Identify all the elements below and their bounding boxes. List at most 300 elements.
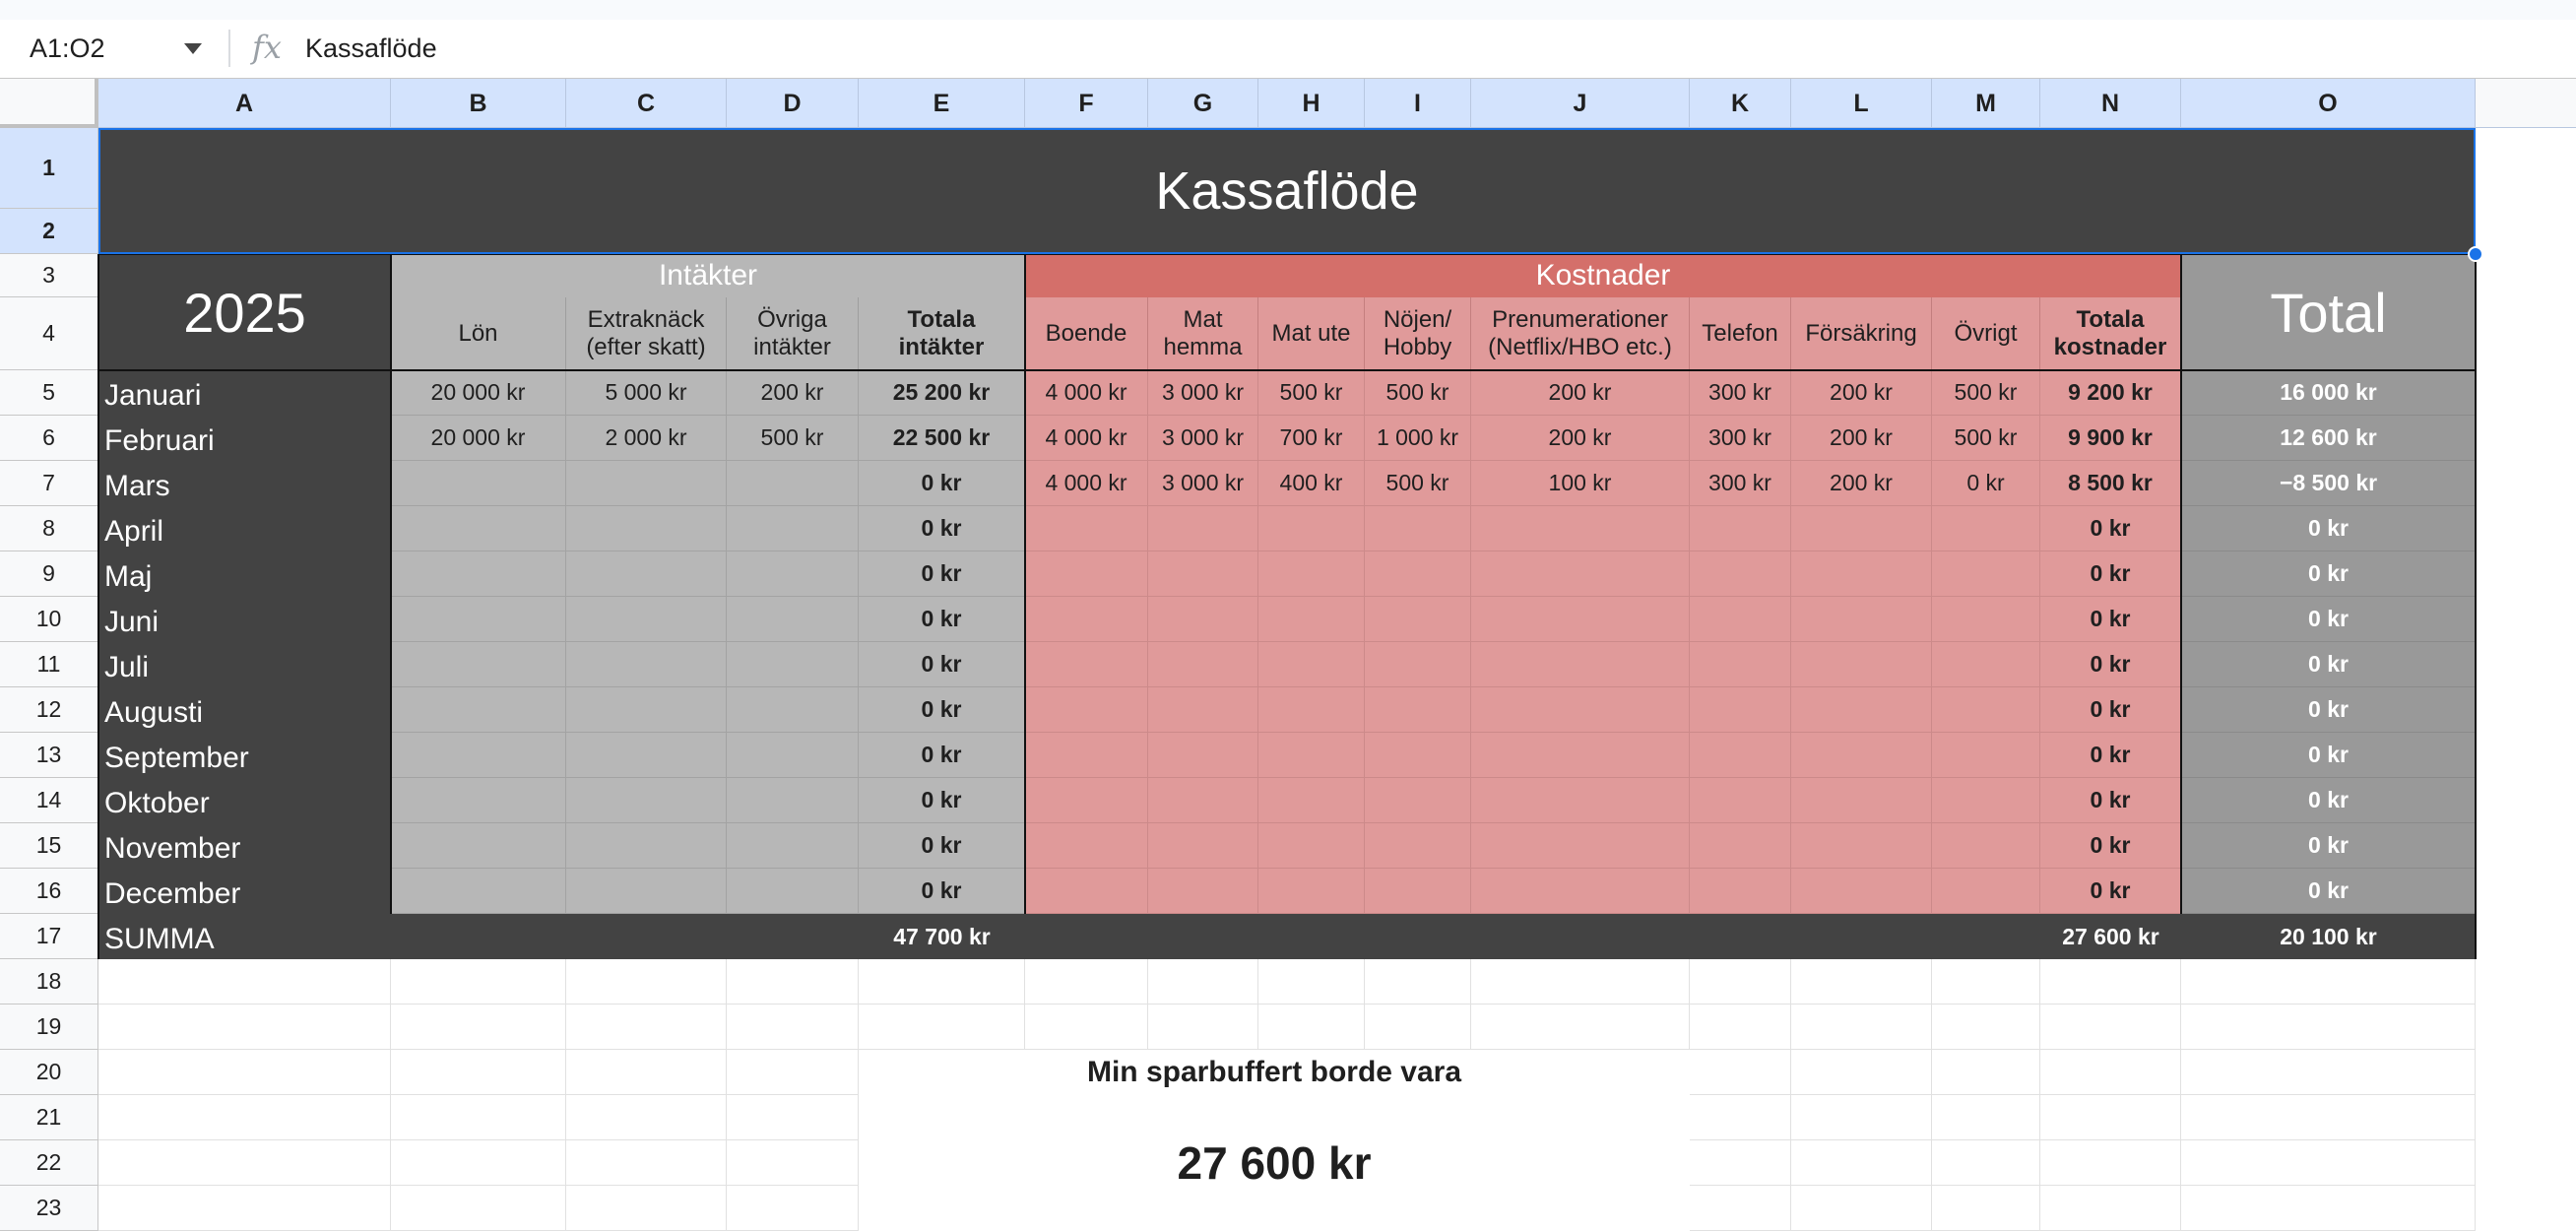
- empty-cell[interactable]: [1258, 1004, 1365, 1050]
- cost-cell[interactable]: [1932, 551, 2040, 597]
- cost-cell[interactable]: [1148, 687, 1258, 733]
- cost-column-header[interactable]: Mat ute: [1258, 297, 1365, 370]
- total-cell[interactable]: 0 kr: [2181, 687, 2476, 733]
- empty-cell[interactable]: [1471, 959, 1690, 1004]
- column-header-f[interactable]: F: [1025, 79, 1148, 128]
- cost-cell[interactable]: 4 000 kr: [1025, 370, 1148, 416]
- empty-cell[interactable]: [98, 959, 391, 1004]
- cost-cell[interactable]: [1471, 778, 1690, 823]
- row-header-18[interactable]: 18: [0, 959, 98, 1004]
- income-cell[interactable]: [391, 642, 566, 687]
- empty-cell[interactable]: [1932, 1140, 2040, 1186]
- cost-cell[interactable]: 700 kr: [1258, 416, 1365, 461]
- empty-cell[interactable]: [566, 1095, 727, 1140]
- empty-cell[interactable]: [566, 1004, 727, 1050]
- cost-cell[interactable]: 200 kr: [1791, 370, 1932, 416]
- cost-cell[interactable]: 0 kr: [2040, 551, 2181, 597]
- income-cell[interactable]: 0 kr: [859, 551, 1025, 597]
- income-cell[interactable]: [727, 597, 859, 642]
- cost-column-header[interactable]: Nöjen/ Hobby: [1365, 297, 1471, 370]
- cost-cell[interactable]: 300 kr: [1690, 461, 1791, 506]
- cost-cell[interactable]: 500 kr: [1258, 370, 1365, 416]
- cost-cell[interactable]: 500 kr: [1932, 416, 2040, 461]
- cost-cell[interactable]: [1025, 551, 1148, 597]
- income-cell[interactable]: 0 kr: [859, 869, 1025, 914]
- column-header-h[interactable]: H: [1258, 79, 1365, 128]
- row-header-5[interactable]: 5: [0, 370, 98, 416]
- column-header-e[interactable]: E: [859, 79, 1025, 128]
- cost-cell[interactable]: [1471, 733, 1690, 778]
- cost-column-header[interactable]: Övrigt: [1932, 297, 2040, 370]
- total-cell[interactable]: 0 kr: [2181, 778, 2476, 823]
- empty-cell[interactable]: [1148, 1004, 1258, 1050]
- total-cell[interactable]: 0 kr: [2181, 597, 2476, 642]
- income-cell[interactable]: [391, 733, 566, 778]
- row-header-20[interactable]: 20: [0, 1050, 98, 1095]
- column-header-b[interactable]: B: [391, 79, 566, 128]
- empty-cell[interactable]: [1690, 1095, 1791, 1140]
- cost-cell[interactable]: [1471, 823, 1690, 869]
- sum-filler[interactable]: [1025, 914, 2040, 959]
- income-column-header[interactable]: Extraknäck (efter skatt): [566, 297, 727, 370]
- cost-cell[interactable]: 3 000 kr: [1148, 370, 1258, 416]
- income-cell[interactable]: [391, 687, 566, 733]
- cost-cell[interactable]: 200 kr: [1471, 370, 1690, 416]
- cost-cell[interactable]: 200 kr: [1471, 416, 1690, 461]
- name-box-dropdown-icon[interactable]: [184, 43, 202, 54]
- income-cell[interactable]: [727, 823, 859, 869]
- month-label[interactable]: December: [98, 869, 391, 914]
- cost-cell[interactable]: [1690, 869, 1791, 914]
- empty-cell[interactable]: [2181, 1050, 2476, 1095]
- sum-label[interactable]: SUMMA: [98, 914, 391, 959]
- row-header-13[interactable]: 13: [0, 733, 98, 778]
- cost-cell[interactable]: 0 kr: [2040, 642, 2181, 687]
- cost-cell[interactable]: [1471, 506, 1690, 551]
- cost-cell[interactable]: [1365, 733, 1471, 778]
- empty-cell[interactable]: [2181, 959, 2476, 1004]
- cost-cell[interactable]: 300 kr: [1690, 416, 1791, 461]
- total-cell[interactable]: 0 kr: [2181, 551, 2476, 597]
- cost-cell[interactable]: 200 kr: [1791, 461, 1932, 506]
- income-cell[interactable]: [566, 778, 727, 823]
- cost-cell[interactable]: [1471, 869, 1690, 914]
- income-cell[interactable]: [566, 823, 727, 869]
- cost-column-header[interactable]: Mat hemma: [1148, 297, 1258, 370]
- row-header-16[interactable]: 16: [0, 869, 98, 914]
- month-label[interactable]: Mars: [98, 461, 391, 506]
- row-header-19[interactable]: 19: [0, 1004, 98, 1050]
- cost-cell[interactable]: [1025, 642, 1148, 687]
- row-header-14[interactable]: 14: [0, 778, 98, 823]
- empty-cell[interactable]: [391, 1140, 566, 1186]
- column-header-i[interactable]: I: [1365, 79, 1471, 128]
- income-cell[interactable]: 5 000 kr: [566, 370, 727, 416]
- cost-cell[interactable]: 0 kr: [2040, 687, 2181, 733]
- cost-cell[interactable]: [1148, 733, 1258, 778]
- income-cell[interactable]: 0 kr: [859, 733, 1025, 778]
- empty-cell[interactable]: [1791, 1186, 1932, 1231]
- column-header-o[interactable]: O: [2181, 79, 2476, 128]
- month-label[interactable]: September: [98, 733, 391, 778]
- empty-cell[interactable]: [98, 1140, 391, 1186]
- empty-cell[interactable]: [1932, 1186, 2040, 1231]
- cost-cell[interactable]: 4 000 kr: [1025, 461, 1148, 506]
- empty-cell[interactable]: [1690, 1050, 1791, 1095]
- total-cell[interactable]: −8 500 kr: [2181, 461, 2476, 506]
- income-cell[interactable]: [566, 687, 727, 733]
- cost-cell[interactable]: 500 kr: [1365, 370, 1471, 416]
- column-header-m[interactable]: M: [1932, 79, 2040, 128]
- income-cell[interactable]: [727, 733, 859, 778]
- row-header-11[interactable]: 11: [0, 642, 98, 687]
- cost-cell[interactable]: [1791, 551, 1932, 597]
- empty-cell[interactable]: [2040, 1140, 2181, 1186]
- column-header-a[interactable]: A: [98, 79, 391, 128]
- cost-cell[interactable]: 1 000 kr: [1365, 416, 1471, 461]
- income-cell[interactable]: 0 kr: [859, 642, 1025, 687]
- row-header-6[interactable]: 6: [0, 416, 98, 461]
- cost-cell[interactable]: [1258, 551, 1365, 597]
- empty-cell[interactable]: [1791, 1004, 1932, 1050]
- empty-cell[interactable]: [2181, 1095, 2476, 1140]
- income-cell[interactable]: 0 kr: [859, 461, 1025, 506]
- empty-cell[interactable]: [2181, 1004, 2476, 1050]
- income-cell[interactable]: 0 kr: [859, 597, 1025, 642]
- row-header-1[interactable]: 1: [0, 128, 98, 209]
- cost-cell[interactable]: 0 kr: [2040, 778, 2181, 823]
- cost-cell[interactable]: [1258, 869, 1365, 914]
- row-header-4[interactable]: 4: [0, 297, 98, 370]
- name-box[interactable]: A1:O2: [30, 33, 105, 63]
- cost-cell[interactable]: 0 kr: [2040, 869, 2181, 914]
- empty-cell[interactable]: [1932, 1004, 2040, 1050]
- income-cell[interactable]: [727, 461, 859, 506]
- empty-cell[interactable]: [727, 1004, 859, 1050]
- cost-cell[interactable]: [1932, 687, 2040, 733]
- cost-cell[interactable]: 500 kr: [1932, 370, 2040, 416]
- cost-cell[interactable]: 0 kr: [2040, 506, 2181, 551]
- cost-cell[interactable]: [1365, 551, 1471, 597]
- empty-cell[interactable]: [1365, 1004, 1471, 1050]
- income-cell[interactable]: [566, 551, 727, 597]
- cost-cell[interactable]: 300 kr: [1690, 370, 1791, 416]
- cost-cell[interactable]: [1690, 823, 1791, 869]
- cost-cell[interactable]: 4 000 kr: [1025, 416, 1148, 461]
- sum-total-income[interactable]: 47 700 kr: [859, 914, 1025, 959]
- empty-cell[interactable]: [566, 1050, 727, 1095]
- income-cell[interactable]: [391, 597, 566, 642]
- cost-cell[interactable]: [1690, 551, 1791, 597]
- cost-cell[interactable]: [1471, 551, 1690, 597]
- cost-cell[interactable]: [1148, 823, 1258, 869]
- sum-total-costs[interactable]: 27 600 kr: [2040, 914, 2181, 959]
- cost-cell[interactable]: 8 500 kr: [2040, 461, 2181, 506]
- cost-cell[interactable]: [1025, 733, 1148, 778]
- cost-cell[interactable]: [1148, 506, 1258, 551]
- empty-cell[interactable]: [2181, 1140, 2476, 1186]
- empty-cell[interactable]: [98, 1095, 391, 1140]
- income-column-header[interactable]: Övriga intäkter: [727, 297, 859, 370]
- sheet-title[interactable]: Kassaflöde: [98, 128, 2476, 254]
- cost-cell[interactable]: [1148, 778, 1258, 823]
- empty-cell[interactable]: [2040, 1050, 2181, 1095]
- cost-cell[interactable]: [1148, 642, 1258, 687]
- cost-cell[interactable]: [1148, 551, 1258, 597]
- buffer-label[interactable]: Min sparbuffert borde vara: [859, 1050, 1690, 1095]
- income-cell[interactable]: 22 500 kr: [859, 416, 1025, 461]
- cost-cell[interactable]: [1148, 869, 1258, 914]
- cost-cell[interactable]: [1025, 506, 1148, 551]
- cost-cell[interactable]: [1690, 687, 1791, 733]
- income-cell[interactable]: [727, 506, 859, 551]
- cost-column-header[interactable]: Totala kostnader: [2040, 297, 2181, 370]
- cost-cell[interactable]: [1258, 642, 1365, 687]
- cost-cell[interactable]: [1791, 642, 1932, 687]
- income-cell[interactable]: 0 kr: [859, 506, 1025, 551]
- total-cell[interactable]: 0 kr: [2181, 642, 2476, 687]
- cost-cell[interactable]: 100 kr: [1471, 461, 1690, 506]
- income-cell[interactable]: 0 kr: [859, 687, 1025, 733]
- empty-cell[interactable]: [566, 1140, 727, 1186]
- month-label[interactable]: Februari: [98, 416, 391, 461]
- cost-cell[interactable]: [1258, 597, 1365, 642]
- cost-cell[interactable]: 9 900 kr: [2040, 416, 2181, 461]
- cost-cell[interactable]: [1258, 687, 1365, 733]
- cost-cell[interactable]: [1471, 597, 1690, 642]
- year-cell[interactable]: 2025: [98, 254, 391, 370]
- column-header-l[interactable]: L: [1791, 79, 1932, 128]
- empty-cell[interactable]: [2181, 1186, 2476, 1231]
- cost-cell[interactable]: [1025, 597, 1148, 642]
- income-cell[interactable]: [391, 461, 566, 506]
- cost-cell[interactable]: [1791, 506, 1932, 551]
- cost-cell[interactable]: [1471, 642, 1690, 687]
- income-cell[interactable]: [566, 597, 727, 642]
- total-cell[interactable]: 12 600 kr: [2181, 416, 2476, 461]
- cost-cell[interactable]: [1365, 506, 1471, 551]
- income-cell[interactable]: [727, 778, 859, 823]
- column-header-k[interactable]: K: [1690, 79, 1791, 128]
- income-cell[interactable]: [727, 687, 859, 733]
- row-header-15[interactable]: 15: [0, 823, 98, 869]
- empty-cell[interactable]: [1690, 1186, 1791, 1231]
- total-cell[interactable]: 0 kr: [2181, 869, 2476, 914]
- income-cell[interactable]: [391, 823, 566, 869]
- row-header-9[interactable]: 9: [0, 551, 98, 597]
- cost-cell[interactable]: [1365, 642, 1471, 687]
- cost-cell[interactable]: [1690, 597, 1791, 642]
- row-header-23[interactable]: 23: [0, 1186, 98, 1231]
- cost-cell[interactable]: [1365, 778, 1471, 823]
- empty-cell[interactable]: [1025, 1004, 1148, 1050]
- empty-cell[interactable]: [98, 1186, 391, 1231]
- cost-cell[interactable]: [1932, 823, 2040, 869]
- empty-cell[interactable]: [859, 959, 1025, 1004]
- income-cell[interactable]: [566, 733, 727, 778]
- column-header-c[interactable]: C: [566, 79, 727, 128]
- cost-cell[interactable]: [1471, 687, 1690, 733]
- income-cell[interactable]: [391, 778, 566, 823]
- empty-cell[interactable]: [1932, 1095, 2040, 1140]
- empty-cell[interactable]: [1690, 959, 1791, 1004]
- cost-cell[interactable]: [1365, 687, 1471, 733]
- row-header-21[interactable]: 21: [0, 1095, 98, 1140]
- column-header-n[interactable]: N: [2040, 79, 2181, 128]
- cost-cell[interactable]: [1258, 778, 1365, 823]
- empty-cell[interactable]: [859, 1004, 1025, 1050]
- cost-cell[interactable]: [1791, 733, 1932, 778]
- income-column-header[interactable]: Lön: [391, 297, 566, 370]
- cost-cell[interactable]: 500 kr: [1365, 461, 1471, 506]
- month-label[interactable]: Augusti: [98, 687, 391, 733]
- cost-cell[interactable]: [1365, 823, 1471, 869]
- income-cell[interactable]: [391, 506, 566, 551]
- empty-cell[interactable]: [1025, 959, 1148, 1004]
- income-cell[interactable]: [391, 869, 566, 914]
- row-header-3[interactable]: 3: [0, 254, 98, 297]
- empty-cell[interactable]: [2040, 1095, 2181, 1140]
- cost-cell[interactable]: 0 kr: [2040, 733, 2181, 778]
- income-cell[interactable]: [566, 869, 727, 914]
- cost-column-header[interactable]: Prenumerationer (Netflix/HBO etc.): [1471, 297, 1690, 370]
- cost-cell[interactable]: [1791, 778, 1932, 823]
- cost-cell[interactable]: [1932, 869, 2040, 914]
- cost-cell[interactable]: [1932, 642, 2040, 687]
- income-cell[interactable]: [391, 551, 566, 597]
- month-label[interactable]: April: [98, 506, 391, 551]
- cost-cell[interactable]: [1791, 869, 1932, 914]
- empty-cell[interactable]: [98, 1050, 391, 1095]
- cost-cell[interactable]: [1258, 733, 1365, 778]
- cost-cell[interactable]: [1690, 506, 1791, 551]
- empty-cell[interactable]: [1365, 959, 1471, 1004]
- income-cell[interactable]: 25 200 kr: [859, 370, 1025, 416]
- income-column-header[interactable]: Totala intäkter: [859, 297, 1025, 370]
- empty-cell[interactable]: [1791, 959, 1932, 1004]
- empty-cell[interactable]: [2040, 1004, 2181, 1050]
- cost-cell[interactable]: [1932, 733, 2040, 778]
- income-cell[interactable]: [566, 461, 727, 506]
- cost-cell[interactable]: [1791, 687, 1932, 733]
- row-header-8[interactable]: 8: [0, 506, 98, 551]
- cost-cell[interactable]: [1690, 733, 1791, 778]
- empty-cell[interactable]: [566, 1186, 727, 1231]
- column-header-d[interactable]: D: [727, 79, 859, 128]
- row-header-17[interactable]: 17: [0, 914, 98, 959]
- empty-cell[interactable]: [727, 1095, 859, 1140]
- empty-cell[interactable]: [1690, 1004, 1791, 1050]
- cost-cell[interactable]: [1365, 597, 1471, 642]
- empty-cell[interactable]: [727, 1140, 859, 1186]
- empty-cell[interactable]: [391, 1095, 566, 1140]
- empty-cell[interactable]: [1258, 959, 1365, 1004]
- cost-cell[interactable]: [1690, 778, 1791, 823]
- empty-cell[interactable]: [1932, 959, 2040, 1004]
- empty-cell[interactable]: [2040, 1186, 2181, 1231]
- spreadsheet-grid[interactable]: [0, 79, 2576, 1220]
- empty-cell[interactable]: [98, 1004, 391, 1050]
- cost-cell[interactable]: [1025, 823, 1148, 869]
- cost-cell[interactable]: 400 kr: [1258, 461, 1365, 506]
- month-label[interactable]: Maj: [98, 551, 391, 597]
- income-cell[interactable]: 2 000 kr: [566, 416, 727, 461]
- empty-cell[interactable]: [1791, 1050, 1932, 1095]
- cost-cell[interactable]: 0 kr: [2040, 597, 2181, 642]
- cost-header[interactable]: Kostnader: [1025, 254, 2181, 297]
- cost-cell[interactable]: [1025, 869, 1148, 914]
- empty-cell[interactable]: [1791, 1140, 1932, 1186]
- empty-cell[interactable]: [2040, 959, 2181, 1004]
- empty-cell[interactable]: [727, 1186, 859, 1231]
- income-cell[interactable]: 20 000 kr: [391, 416, 566, 461]
- row-header-22[interactable]: 22: [0, 1140, 98, 1186]
- cost-cell[interactable]: [1258, 506, 1365, 551]
- income-cell[interactable]: 200 kr: [727, 370, 859, 416]
- cost-column-header[interactable]: Försäkring: [1791, 297, 1932, 370]
- empty-cell[interactable]: [566, 959, 727, 1004]
- month-label[interactable]: Juli: [98, 642, 391, 687]
- empty-cell[interactable]: [391, 1186, 566, 1231]
- fill-handle[interactable]: [2468, 246, 2483, 262]
- month-label[interactable]: Oktober: [98, 778, 391, 823]
- empty-cell[interactable]: [727, 959, 859, 1004]
- column-header-j[interactable]: J: [1471, 79, 1690, 128]
- income-cell[interactable]: [727, 869, 859, 914]
- empty-cell[interactable]: [727, 1050, 859, 1095]
- cost-cell[interactable]: [1690, 642, 1791, 687]
- cost-cell[interactable]: [1025, 778, 1148, 823]
- cost-column-header[interactable]: Telefon: [1690, 297, 1791, 370]
- total-cell[interactable]: 0 kr: [2181, 506, 2476, 551]
- empty-cell[interactable]: [391, 1004, 566, 1050]
- empty-cell[interactable]: [1471, 1004, 1690, 1050]
- empty-cell[interactable]: [391, 1050, 566, 1095]
- cost-cell[interactable]: 9 200 kr: [2040, 370, 2181, 416]
- row-header-7[interactable]: 7: [0, 461, 98, 506]
- select-all-corner[interactable]: [0, 79, 98, 128]
- income-cell[interactable]: 0 kr: [859, 778, 1025, 823]
- empty-cell[interactable]: [1932, 1050, 2040, 1095]
- formula-input[interactable]: Kassaflöde: [305, 33, 437, 63]
- cost-cell[interactable]: [1932, 778, 2040, 823]
- buffer-value[interactable]: 27 600 kr: [859, 1095, 1690, 1231]
- month-label[interactable]: Juni: [98, 597, 391, 642]
- cost-cell[interactable]: [1791, 597, 1932, 642]
- income-cell[interactable]: [727, 642, 859, 687]
- income-header[interactable]: Intäkter: [391, 254, 1025, 297]
- total-cell[interactable]: 0 kr: [2181, 823, 2476, 869]
- month-label[interactable]: Januari: [98, 370, 391, 416]
- cost-cell[interactable]: [1932, 597, 2040, 642]
- income-cell[interactable]: 0 kr: [859, 823, 1025, 869]
- income-cell[interactable]: 500 kr: [727, 416, 859, 461]
- sum-total[interactable]: 20 100 kr: [2181, 914, 2476, 959]
- total-cell[interactable]: 16 000 kr: [2181, 370, 2476, 416]
- month-label[interactable]: November: [98, 823, 391, 869]
- empty-cell[interactable]: [1148, 959, 1258, 1004]
- empty-cell[interactable]: [1690, 1140, 1791, 1186]
- income-cell[interactable]: [566, 506, 727, 551]
- cost-cell[interactable]: 3 000 kr: [1148, 461, 1258, 506]
- row-header-10[interactable]: 10: [0, 597, 98, 642]
- cost-cell[interactable]: [1025, 687, 1148, 733]
- sum-filler[interactable]: [391, 914, 859, 959]
- cost-cell[interactable]: [1932, 506, 2040, 551]
- cost-cell[interactable]: [1365, 869, 1471, 914]
- row-header-2[interactable]: 2: [0, 209, 98, 254]
- cost-cell[interactable]: 200 kr: [1791, 416, 1932, 461]
